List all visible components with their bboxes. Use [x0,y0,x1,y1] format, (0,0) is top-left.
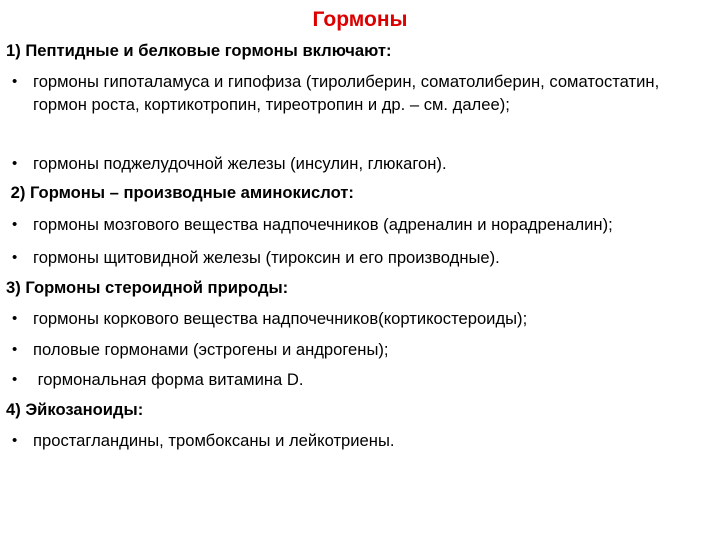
bullet-icon: • [12,73,18,90]
bullet-icon: • [12,371,18,388]
bullet-icon: • [12,249,18,266]
list-item-text: гормоны мозгового вещества надпочечников (адреналин и норадреналин); [33,215,613,234]
bullet-icon: • [12,155,18,172]
section-heading-peptide: 1) Пептидные и белковые гормоны включают: [6,41,392,60]
list-item-text: простагландины, тромбоксаны и лейкотриены. [33,431,395,450]
list-item-text: гормональная форма витамина D. [33,370,304,389]
section-heading-amino-acid: 2) Гормоны – производные аминокислот: [6,183,354,202]
list-item-text: гормоны коркового вещества надпочечников(кортикостероиды); [33,309,528,328]
bullet-icon: • [12,310,18,327]
list-item-text: гормоны щитовидной железы (тироксин и его производные). [33,248,500,267]
section-heading-eicosanoids: 4) Эйкозаноиды: [6,400,144,419]
bullet-icon: • [12,341,18,358]
list-item-text: половые гормонами (эстрогены и андрогены); [33,340,389,359]
bullet-icon: • [12,432,18,449]
list-item [6,71,710,139]
slide-title: Гормоны [312,8,408,31]
bullet-icon: • [12,216,18,233]
list-item-text: гормоны гипоталамуса и гипофиза (тиролиберин, соматолиберин, соматостатин, гормон роста, кортикотропин, тиреотропин и др. – см. далее); [33,72,660,114]
section-heading-steroid: 3) Гормоны стероидной природы: [6,278,289,297]
list-item-text: гормоны поджелудочной железы (инсулин, глюкагон). [33,154,447,173]
